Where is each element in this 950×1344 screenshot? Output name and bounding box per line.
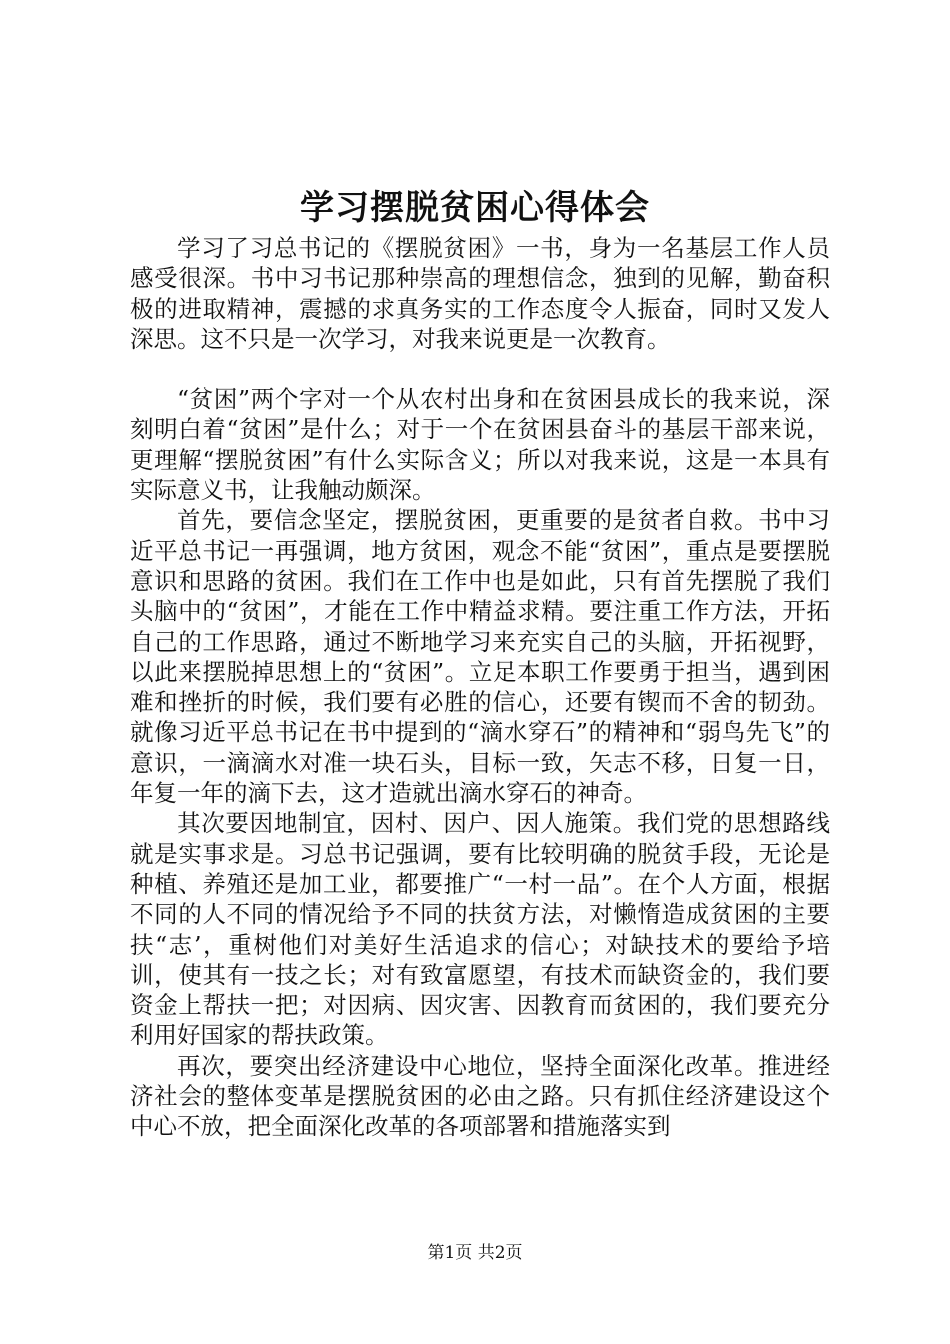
paragraph-second-point: 其次要因地制宜，因村、因户、因人施策。我们党的思想路线就是实事求是。习总书记强调，要有比较明确的脱贫手段，无论是种植、养殖还是加工业，都要推广“一村一品”。在个人方面，根据不同的人不同的情况给予不同的扶贫方法，对懒惰造成贫困的主要扶“志’，重树他们对美好生活追求的信心；对缺技术的要给予培训，使其有一技之长；对有致富愿望，有技术而缺资金的，我们要资金上帮扶一把；对因病、因灾害、因教育而贫困的，我们要充分利用好国家的帮扶政策。: [130, 809, 830, 1050]
document-body: [130, 233, 830, 1142]
paragraph-third-point: 再次，要突出经济建设中心地位，坚持全面深化改革。推进经济社会的整体变革是摆脱贫困的必由之路。只有抓住经济建设这个中心不放，把全面深化改革的各项部署和措施落实到: [130, 1051, 830, 1141]
paragraph-poverty-meaning: “贫困”两个字对一个从农村出身和在贫困县成长的我来说，深刻明白着“贫困”是什么；对于一个在贫困县奋斗的基层干部来说，更理解“摆脱贫困”有什么实际含义；所以对我来说，这是一本具有实际意义书，让我触动颇深。: [130, 385, 830, 505]
page-number-footer: 第1页 共2页: [427, 1243, 523, 1263]
paragraph-intro: 学习了习总书记的《摆脱贫困》一书，身为一名基层工作人员感受很深。书中习书记那种崇高的理想信念，独到的见解，勤奋积极的进取精神，震撼的求真务实的工作态度令人振奋，同时又发人深思。这不只是一次学习，对我来说更是一次教育。: [130, 234, 830, 353]
document-title: 学习摆脱贫困心得体会: [300, 188, 650, 228]
paragraph-first-point: 首先，要信念坚定，摆脱贫困，更重要的是贫者自救。书中习近平总书记一再强调，地方贫困，观念不能“贫困”，重点是要摆脱意识和思路的贫困。我们在工作中也是如此，只有首先摆脱了我们头脑中的“贫困”，才能在工作中精益求精。要注重工作方法，开拓自己的工作思路，通过不断地学习来充实自己的头脑，开拓视野，以此来摆脱掉思想上的“贫困”。立足本职工作要勇于担当，遇到困难和挫折的时候，我们要有必胜的信心，还要有锲而不舍的韧劲。就像习近平总书记在书中提到的“滴水穿石”的精神和“弱鸟先飞”的意识，一滴滴水对准一块石头，目标一致，矢志不移，日复一日，年复一年的滴下去，这才造就出滴水穿石的神奇。: [130, 506, 830, 808]
